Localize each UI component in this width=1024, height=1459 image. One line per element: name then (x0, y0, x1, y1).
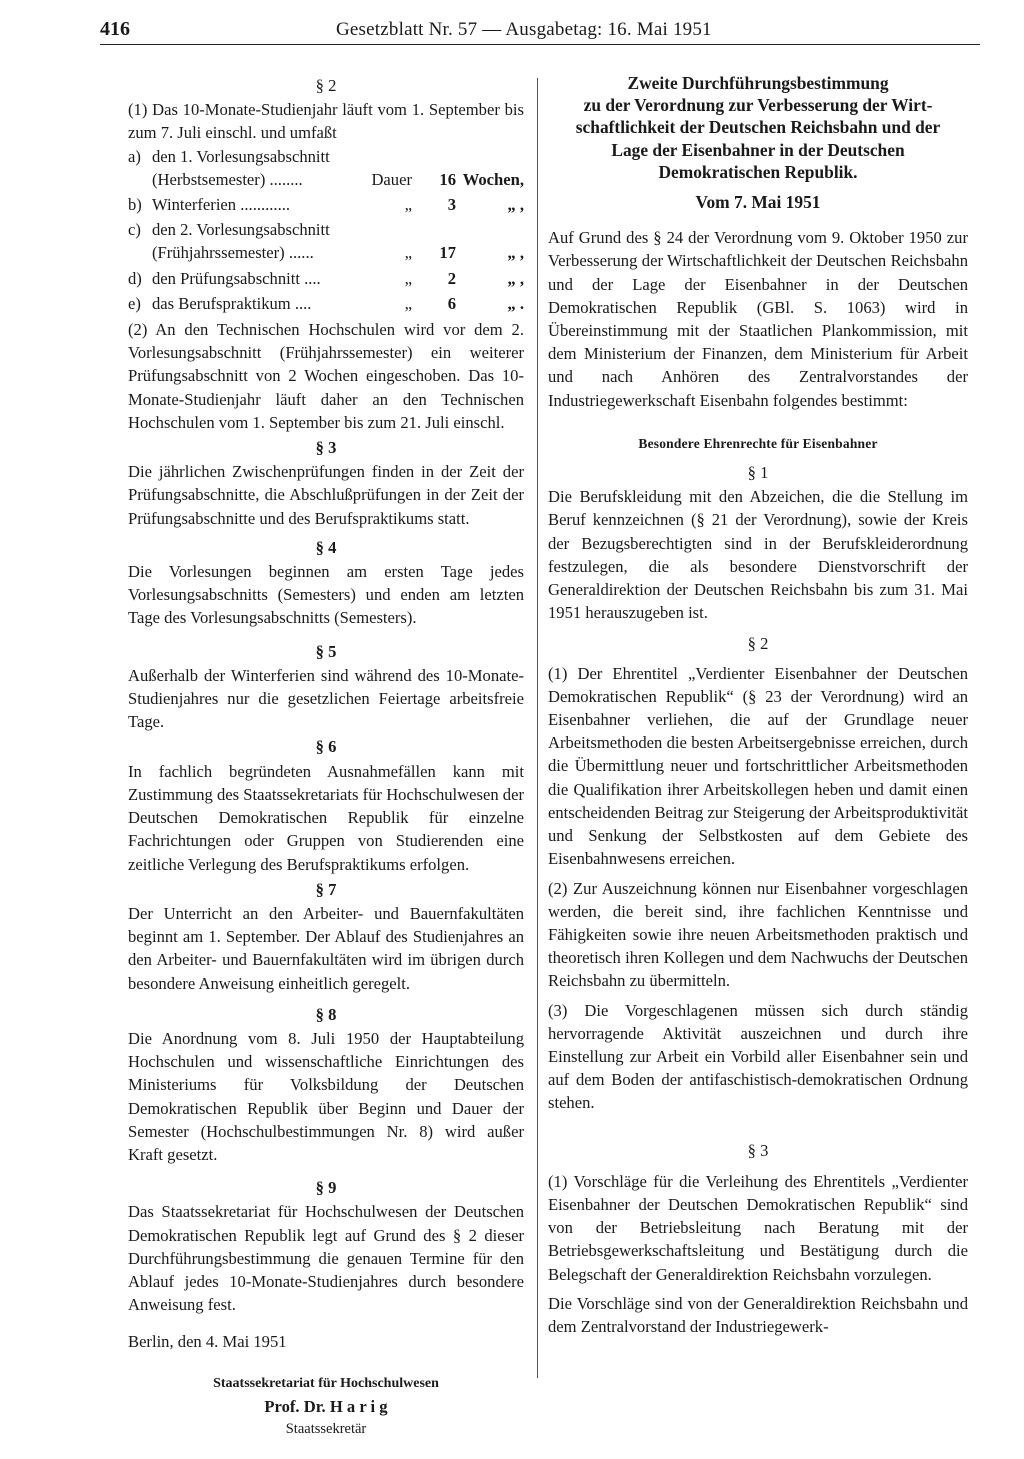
list-name: Winterferien ............ (152, 195, 291, 215)
page-header (100, 18, 980, 46)
paragraph: (2) An den Technischen Hochschulen wird vor dem 2. Vorlesungsabschnitt (Frühjahrssemester) ein weiterer Prüfungsabschnitt von 2 Wochen eingeschoben. Das 10-Monate-Studienjahr läuft daher an den Technischen Hochschulen vom 1. September bis zum 21. Juli einschl. (128, 320, 524, 432)
running-title: Gesetzblatt Nr. 57 — Ausgabetag: 16. Mai 1951 (336, 19, 712, 40)
schedule-list (128, 145, 524, 315)
list-unit: „ , (507, 195, 524, 215)
list-item (128, 267, 524, 290)
section-heading: § 7 (315, 879, 337, 899)
title-line: Zweite Durchführungsbestimmung (627, 73, 889, 93)
list-weeks: 6 (447, 293, 456, 313)
list-unit: Wochen, (462, 169, 524, 189)
paragraph: Das Staatssekretariat für Hochschulwesen der Deutschen Demokratischen Republik legt auf Grund des § 2 dieser Durchführungsbestimmung die genauen Termine für den Ablauf jedes 10-Monate-Studienjahres durch besondere Anweisung fest. (128, 1202, 524, 1315)
list-name: das Berufspraktikum .... (152, 293, 312, 313)
section-heading: § 8 (315, 1004, 337, 1024)
list-duration-label: „ (404, 293, 412, 313)
title-line: Lage der Eisenbahner in der Deutschen (611, 139, 905, 160)
list-duration-label: „ (404, 243, 412, 263)
document-title (548, 72, 968, 183)
list-label: e) (128, 293, 141, 313)
list-name: (Herbstsemester) ........ (152, 169, 303, 189)
section-heading: § 3 (315, 438, 337, 458)
list-item (128, 145, 524, 191)
paragraph: In fachlich begründeten Ausnahmefällen kann mit Zustimmung des Staatssekretariats für Hochschulwesen der Deutschen Demokratischen Republik für einzelne Fachrichtungen oder Gruppen von Studierenden eine zeitliche Verlegung des Berufspraktikums erfolgen. (128, 761, 524, 874)
list-label: c) (128, 220, 141, 240)
list-duration-label: „ (404, 195, 412, 215)
list-weeks: 2 (447, 268, 456, 288)
section-heading: § 2 (747, 634, 769, 654)
list-name: (Frühjahrssemester) ...... (152, 243, 314, 263)
list-unit: „ , (507, 243, 524, 263)
list-item (128, 193, 524, 216)
list-label: a) (128, 146, 141, 166)
right-column (548, 72, 968, 1338)
header-rule (100, 44, 980, 45)
list-item (128, 292, 524, 315)
list-unit: „ , (507, 268, 524, 288)
paragraph: (1) Der Ehrentitel „Verdienter Eisenbahner der Deutschen Demokratischen Republik“ (§ 23 der Verordnung) wird an Eisenbahner verliehen, die auf der Grundlage neuer Arbeitsmethoden die besten Arbeitsergebnisse erreichen, durch die Übermittlung neuer und fortschrittlicher Arbeitsmethoden die Qualifikation ihrer Arbeitskollegen heben und damit einen entscheidenden Beitrag zur Steigerung der Arbeitsproduktivität und Senkung der Selbstkosten auf dem Gebiete des Eisenbahnwesens erreichen. (548, 663, 968, 869)
place-and-date: Berlin, den 4. Mai 1951 (128, 1332, 287, 1352)
title-line: schaftlichkeit der Deutschen Reichsbahn und der (575, 117, 941, 138)
paragraph: (1) Das 10-Monate-Studienjahr läuft vom 1. September bis zum 7. Juli einschl. und umfaßt (128, 100, 524, 143)
list-duration-label: Dauer (371, 169, 412, 189)
section-heading: § 3 (747, 1140, 769, 1160)
list-label: d) (128, 268, 142, 288)
title-line: zu der Verordnung zur Verbesserung der Wirt- (583, 95, 933, 116)
paragraph: (2) Zur Auszeichnung können nur Eisenbahner vorgeschlagen werden, die bereit sind, ihre fachlichen Kenntnisse und Fähigkeiten sowie ihre neuen Arbeitsmethoden praktisch und theoretisch ihren Kollegen und dem Nachwuchs der Deutschen Reichsbahn zu übermitteln. (548, 878, 968, 991)
paragraph: Die Anordnung vom 8. Juli 1950 der Hauptabteilung Hochschulen und wissenschaftliche Einrichtungen des Ministeriums für Volksbildung der Deutschen Demokratischen Republik über Beginn und Dauer der Semester (Hochschulbestimmungen Nr. 8) wird außer Kraft gesetzt. (128, 1028, 524, 1164)
list-duration-label: „ (404, 268, 412, 288)
signature-name: Prof. Dr. H a r i g (264, 1396, 388, 1416)
paragraph: Die jährlichen Zwischenprüfungen finden in der Zeit der Prüfungsabschnitte, die Abschlußprüfungen in der Zeit der Prüfungsabschnitte und des Berufspraktikums statt. (128, 462, 524, 528)
paragraph: Die Vorschläge sind von der Generaldirektion Reichsbahn und dem Zentralvorstand der Industriegewerk- (548, 1293, 968, 1336)
document-date: Vom 7. Mai 1951 (695, 192, 821, 213)
paragraph: (3) Die Vorgeschlagenen müssen sich durch ständig hervorragende Aktivität auszeichnen und durch ihre Einstellung zur Arbeit ein Vorbild aller Eisenbahner sein und auf dem Boden der antifaschistisch-demokratischen Ordnung stehen. (548, 1000, 968, 1113)
title-line: Demokratischen Republik. (658, 161, 858, 182)
paragraph: Der Unterricht an den Arbeiter- und Bauernfakultäten beginnt am 1. September. Der Ablauf des Studienjahres an den Arbeiter- und Bauernfakultäten wird im übrigen durch besondere Anweisung einheitlich geregelt. (128, 903, 524, 993)
list-weeks: 17 (439, 243, 456, 263)
paragraph: Auf Grund des § 24 der Verordnung vom 9. Oktober 1950 zur Verbesserung der Wirtschaftlichkeit der Deutschen Reichsbahn und der Lage der Eisenbahner in der Deutschen Demokratischen Republik (GBl. S. 1063) wird in Übereinstimmung mit der Staatlichen Plankommission, mit dem Ministerium der Finanzen, dem Ministerium für Arbeit und nach Anhören des Zentralvorstandes der Industriegewerkschaft Eisenbahn folgendes bestimmt: (548, 228, 968, 410)
signature-organization: Staatssekretariat für Hochschulwesen (213, 1375, 439, 1391)
section-heading: § 5 (315, 641, 337, 661)
list-line: den 2. Vorlesungsabschnitt (152, 220, 330, 240)
signature-role: Staatssekretär (285, 1420, 367, 1437)
list-label: b) (128, 195, 142, 215)
page-number: 416 (100, 18, 130, 40)
list-weeks: 16 (439, 169, 456, 189)
section-heading: § 2 (315, 76, 337, 95)
paragraph: (1) Vorschläge für die Verleihung des Ehrentitels „Verdienter Eisenbahner der Deutschen Demokratischen Republik“ sind von der Betriebsleitung nach Beratung mit der Betriebsgewerkschaftsleitung und Bestätigung durch die Belegschaft der Generaldirektion Reichsbahn vorzulegen. (548, 1171, 968, 1284)
list-item (128, 218, 524, 264)
section-heading: § 4 (315, 537, 337, 557)
paragraph: Außerhalb der Winterferien sind während des 10-Monate-Studienjahres nur die gesetzlichen Feiertage arbeitsfreie Tage. (128, 665, 524, 732)
column-divider (537, 78, 538, 1378)
section-heading: § 1 (747, 463, 769, 483)
list-weeks: 3 (447, 195, 456, 215)
list-name: den Prüfungsabschnitt .... (152, 268, 321, 288)
paragraph: Die Vorlesungen beginnen am ersten Tage jedes Vorlesungsabschnitts (Semesters) und enden am letzten Tage des Vorlesungsabschnitts (Semesters). (128, 562, 524, 628)
section-heading: § 9 (315, 1178, 337, 1198)
section-heading: § 6 (315, 737, 337, 757)
paragraph: Die Berufskleidung mit den Abzeichen, die die Stellung im Beruf kennzeichnen (§ 21 der Verordnung), sowie der Kreis der Bezugsberechtigten sind in der Berufskleiderordnung festzulegen, die als besondere Dienstvorschrift der Generaldirektion der Deutschen Reichsbahn bis zum 31. Mai 1951 herauszugeben ist. (548, 487, 968, 623)
subsection-heading: Besondere Ehrenrechte für Eisenbahner (638, 435, 878, 451)
left-column (128, 72, 524, 1441)
list-line: den 1. Vorlesungsabschnitt (152, 146, 330, 166)
list-unit: „ . (507, 293, 524, 313)
